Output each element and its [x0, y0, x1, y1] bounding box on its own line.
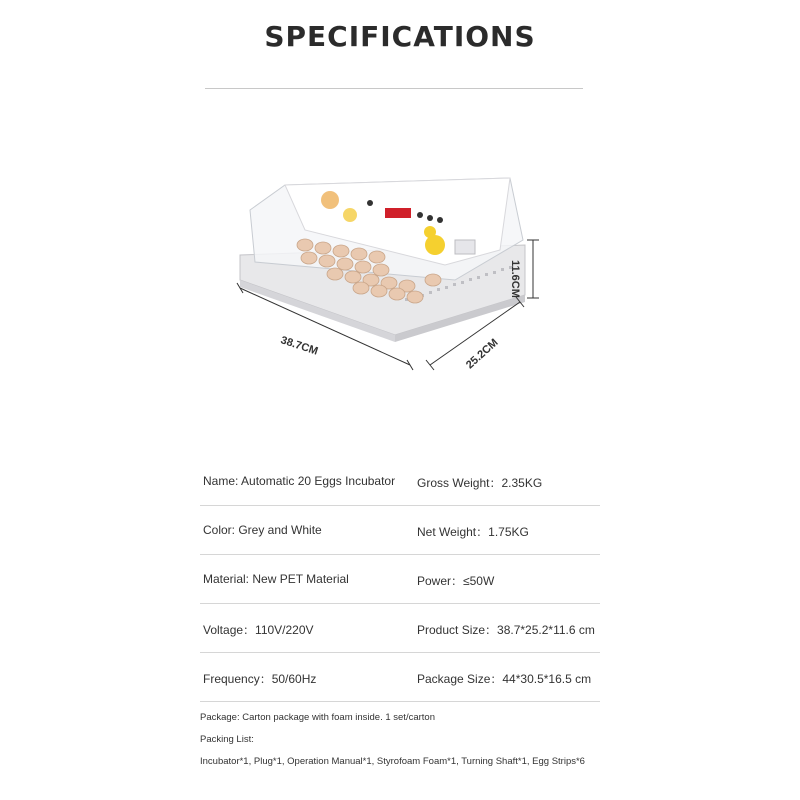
display-screen [385, 208, 411, 218]
package-notes [200, 711, 620, 777]
spec-product-size: Product Size：38.7*25.2*11.6 cm [417, 623, 595, 637]
product-image [225, 170, 555, 390]
spec-package-size: Package Size：44*30.5*16.5 cm [417, 672, 592, 686]
spec-net-weight: Net Weight：1.75KG [417, 525, 529, 539]
packing-list: Incubator*1, Plug*1, Operation Manual*1, Styrofoam Foam*1, Turning Shaft*1, Egg Strips*6 [200, 756, 585, 767]
spec-row [200, 653, 600, 702]
spec-color: Color: Grey and White [203, 523, 322, 537]
packing-list-label: Packing List: [200, 734, 254, 745]
spec-gross-weight: Gross Weight：2.35KG [417, 476, 543, 490]
width-dimension-label: 25.2CM [463, 336, 501, 372]
incubator-illustration [225, 170, 555, 390]
spec-voltage: Voltage：110V/220V [203, 623, 314, 637]
spec-row [200, 555, 600, 604]
title-divider [205, 88, 583, 89]
spec-row [200, 506, 600, 555]
spec-power: Power：≤50W [417, 574, 495, 588]
page-title: SPECIFICATIONS [264, 20, 536, 53]
spec-material: Material: New PET Material [203, 572, 349, 586]
length-dimension-label: 38.7CM [279, 334, 320, 358]
height-dimension-label: 11.6CM [509, 260, 521, 298]
chick-graphic [425, 235, 445, 255]
spec-frequency: Frequency：50/60Hz [203, 672, 317, 686]
spec-row [200, 604, 600, 653]
spec-name: Name: Automatic 20 Eggs Incubator [203, 474, 396, 488]
package-info: Package: Carton package with foam inside. 1 set/carton [200, 712, 435, 723]
spec-table [200, 457, 600, 702]
spec-row [200, 457, 600, 506]
